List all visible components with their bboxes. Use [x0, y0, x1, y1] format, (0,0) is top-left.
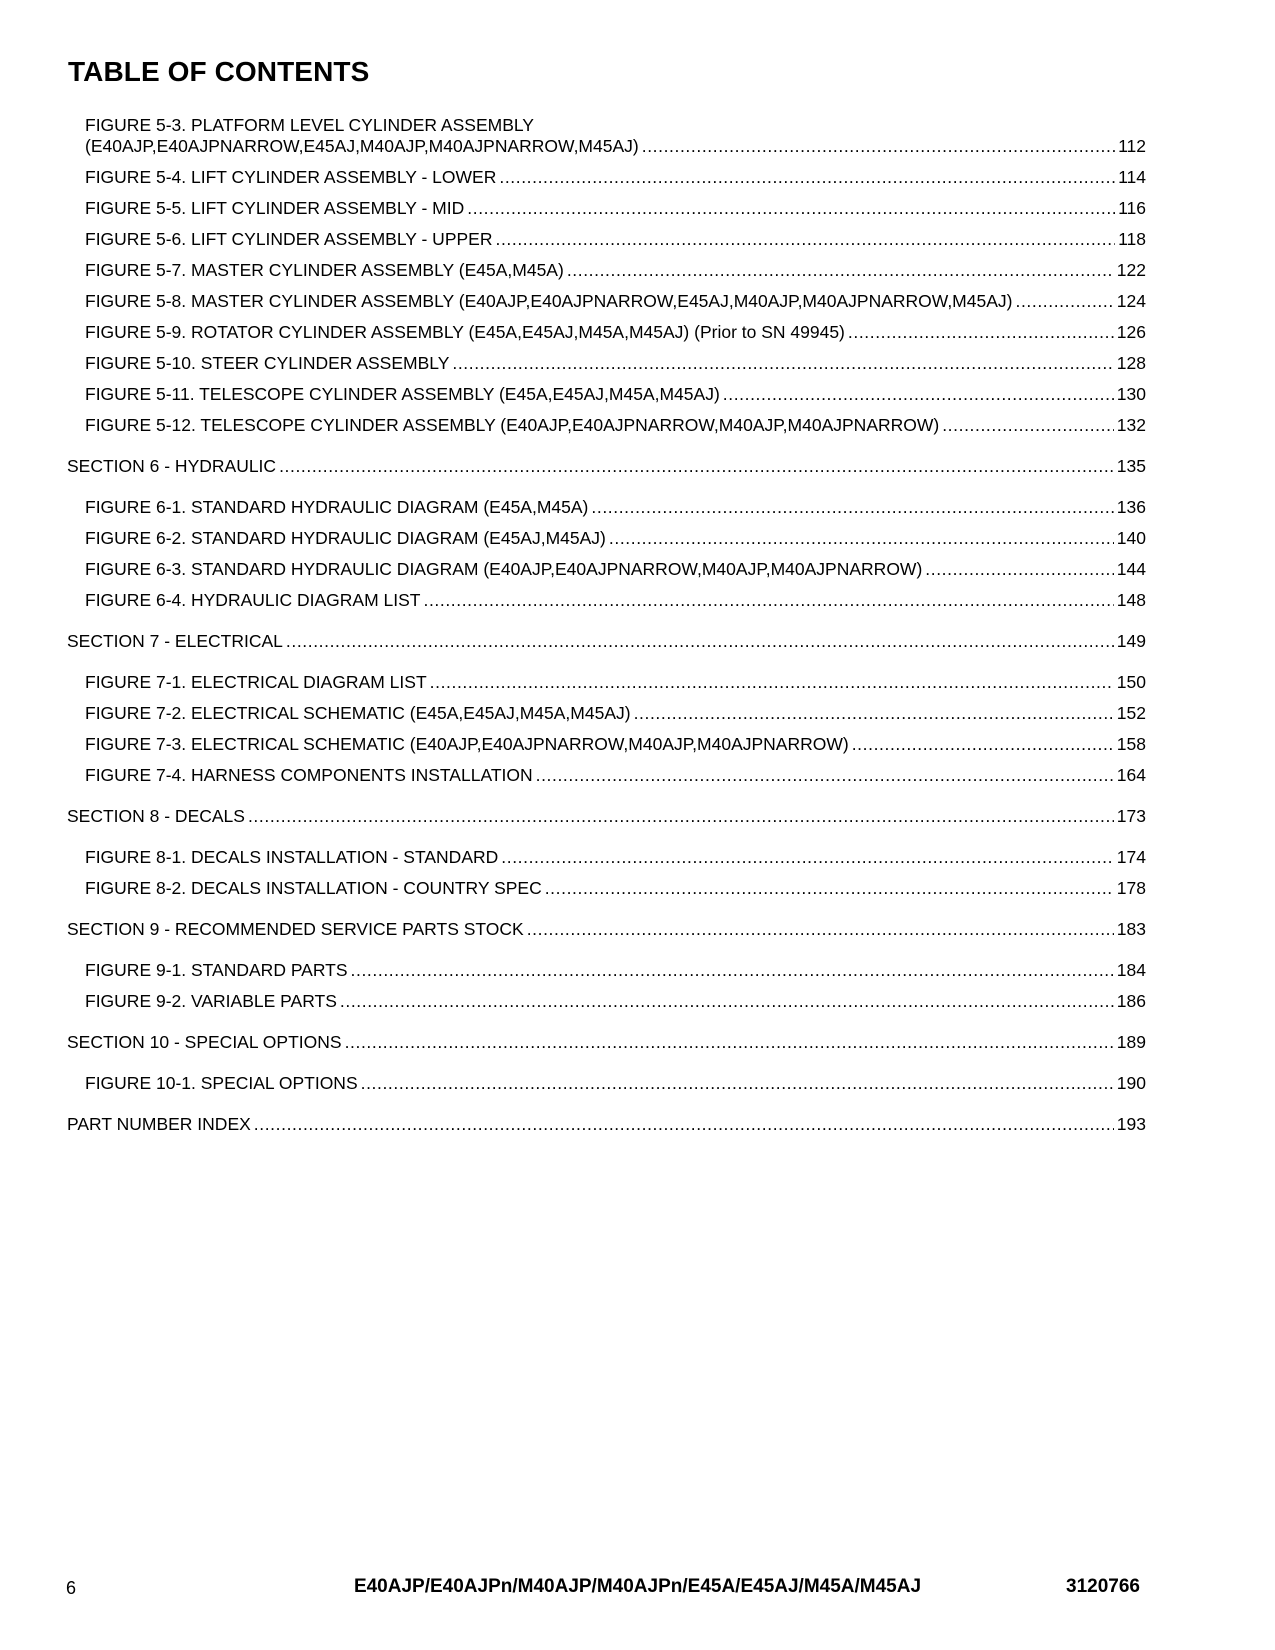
toc-entry-page-number: 118: [1118, 229, 1146, 249]
toc-leader-dots: [501, 847, 1114, 868]
toc-leader-dots: [351, 960, 1114, 981]
toc-entry-label: FIGURE 8-2. DECALS INSTALLATION - COUNTRY SPEC: [85, 878, 542, 898]
toc-entry-label: FIGURE 7-1. ELECTRICAL DIAGRAM LIST: [85, 672, 427, 692]
toc-entry-page-number: 132: [1116, 415, 1146, 435]
toc-section-entry[interactable]: [67, 1114, 1146, 1135]
toc-leader-dots: [723, 384, 1114, 405]
toc-entry-label: FIGURE 8-1. DECALS INSTALLATION - STANDARD: [85, 847, 499, 867]
toc-leader-dots: [340, 991, 1114, 1012]
toc-entry-label: FIGURE 5-6. LIFT CYLINDER ASSEMBLY - UPPER: [85, 229, 493, 249]
toc-leader-dots: [642, 136, 1115, 157]
toc-entry-label: FIGURE 9-1. STANDARD PARTS: [85, 960, 348, 980]
footer-page-number: 6: [66, 1578, 77, 1598]
toc-figure-entry[interactable]: [85, 878, 1146, 899]
toc-leader-dots: [361, 1073, 1114, 1094]
toc-figure-entry[interactable]: [85, 672, 1146, 693]
toc-entry-label: SECTION 6 - HYDRAULIC: [67, 456, 277, 476]
toc-entry-page-number: 150: [1116, 672, 1146, 692]
toc-entry-label: FIGURE 5-9. ROTATOR CYLINDER ASSEMBLY (E45A,E45AJ,M45A,M45AJ) (Prior to SN 49945): [85, 322, 845, 342]
toc-figure-entry[interactable]: [85, 322, 1146, 343]
toc-entry-label: SECTION 8 - DECALS: [67, 806, 245, 826]
toc-leader-dots: [499, 167, 1115, 188]
toc-section-entry[interactable]: [67, 1032, 1146, 1053]
toc-entry-page-number: 144: [1116, 559, 1146, 579]
toc-entry-page-number: 183: [1116, 919, 1146, 939]
toc-leader-dots: [536, 765, 1114, 786]
toc-entry-label: FIGURE 5-7. MASTER CYLINDER ASSEMBLY (E45A,M45A): [85, 260, 564, 280]
toc-entry-title-line: FIGURE 5-3. PLATFORM LEVEL CYLINDER ASSEMBLY: [85, 115, 534, 135]
toc-leader-dots: [423, 590, 1113, 611]
toc-entry-page-number: 190: [1116, 1073, 1146, 1093]
toc-figure-entry[interactable]: [85, 167, 1146, 188]
footer-document-number: 3120766: [1066, 1576, 1140, 1597]
toc-section-entry[interactable]: [67, 456, 1146, 477]
toc-entry-page-number: 173: [1116, 806, 1146, 826]
toc-entry-label: FIGURE 6-2. STANDARD HYDRAULIC DIAGRAM (E45AJ,M45AJ): [85, 528, 606, 548]
toc-entry-page-number: 174: [1116, 847, 1146, 867]
toc-figure-entry[interactable]: [85, 260, 1146, 281]
toc-entry-page-number: 184: [1116, 960, 1146, 980]
toc-leader-dots: [254, 1114, 1114, 1135]
toc-figure-entry[interactable]: [85, 353, 1146, 374]
toc-entry-label: FIGURE 5-11. TELESCOPE CYLINDER ASSEMBLY (E45A,E45AJ,M45A,M45AJ): [85, 384, 720, 404]
toc-leader-dots: [527, 919, 1114, 940]
toc-section-entry[interactable]: [67, 631, 1146, 652]
toc-leader-dots: [248, 806, 1114, 827]
toc-leader-dots: [925, 559, 1114, 580]
toc-figure-entry[interactable]: [85, 384, 1146, 405]
toc-entry-page-number: 148: [1116, 590, 1146, 610]
toc-entry-page-number: 116: [1118, 198, 1146, 218]
toc-leader-dots: [279, 456, 1114, 477]
toc-figure-entry[interactable]: [85, 136, 1146, 157]
toc-entry-page-number: 122: [1116, 260, 1146, 280]
toc-figure-entry[interactable]: [85, 590, 1146, 611]
toc-leader-dots: [848, 322, 1114, 343]
toc-leader-dots: [495, 229, 1115, 250]
toc-entry-page-number: 128: [1116, 353, 1146, 373]
toc-entry-label: FIGURE 7-3. ELECTRICAL SCHEMATIC (E40AJP,E40AJPNARROW,M40AJP,M40AJPNARROW): [85, 734, 849, 754]
toc-entry-label: FIGURE 6-3. STANDARD HYDRAULIC DIAGRAM (E40AJP,E40AJPNARROW,M40AJP,M40AJPNARROW): [85, 559, 923, 579]
toc-section-entry[interactable]: [67, 919, 1146, 940]
toc-entry-page-number: 158: [1116, 734, 1146, 754]
toc-figure-entry[interactable]: [85, 703, 1146, 724]
toc-entry-label: SECTION 7 - ELECTRICAL: [67, 631, 283, 651]
toc-leader-dots: [567, 260, 1114, 281]
toc-figure-entry[interactable]: [85, 960, 1146, 981]
toc-entry-page-number: 149: [1116, 631, 1146, 651]
toc-leader-dots: [286, 631, 1114, 652]
toc-figure-entry[interactable]: [85, 1073, 1146, 1094]
toc-figure-entry[interactable]: [85, 847, 1146, 868]
toc-entry-page-number: 152: [1116, 703, 1146, 723]
toc-entry-label: FIGURE 6-1. STANDARD HYDRAULIC DIAGRAM (E45A,M45A): [85, 497, 589, 517]
toc-entry-label: FIGURE 5-5. LIFT CYLINDER ASSEMBLY - MID: [85, 198, 465, 218]
toc-entry-label: SECTION 10 - SPECIAL OPTIONS: [67, 1032, 342, 1052]
toc-leader-dots: [545, 878, 1114, 899]
toc-entry-label: FIGURE 5-12. TELESCOPE CYLINDER ASSEMBLY (E40AJP,E40AJPNARROW,M40AJP,M40AJPNARROW): [85, 415, 940, 435]
toc-leader-dots: [852, 734, 1114, 755]
toc-entry-page-number: 193: [1116, 1114, 1146, 1134]
toc-entry-label: PART NUMBER INDEX: [67, 1114, 251, 1134]
toc-leader-dots: [467, 198, 1115, 219]
toc-entry-page-number: 112: [1118, 136, 1146, 156]
toc-figure-entry[interactable]: [85, 991, 1146, 1012]
toc-entry-page-number: 164: [1116, 765, 1146, 785]
toc-entry-page-number: 136: [1116, 497, 1146, 517]
toc-entry-page-number: 189: [1116, 1032, 1146, 1052]
toc-entry-page-number: 126: [1116, 322, 1146, 342]
toc-figure-entry[interactable]: [85, 291, 1146, 312]
toc-figure-entry[interactable]: [85, 734, 1146, 755]
toc-figure-entry[interactable]: [85, 229, 1146, 250]
toc-figure-entry[interactable]: [85, 198, 1146, 219]
toc-entry-label: FIGURE 5-4. LIFT CYLINDER ASSEMBLY - LOWER: [85, 167, 497, 187]
toc-section-entry[interactable]: [67, 806, 1146, 827]
toc-leader-dots: [942, 415, 1114, 436]
toc-figure-entry[interactable]: [85, 497, 1146, 518]
toc-figure-entry[interactable]: [85, 765, 1146, 786]
toc-leader-dots: [591, 497, 1113, 518]
toc-figure-entry[interactable]: [85, 528, 1146, 549]
toc-leader-dots: [452, 353, 1113, 374]
toc-entry-page-number: 135: [1116, 456, 1146, 476]
toc-entry-label: FIGURE 5-8. MASTER CYLINDER ASSEMBLY (E40AJP,E40AJPNARROW,E45AJ,M40AJP,M40AJPNARROW,M45AJ): [85, 291, 1013, 311]
toc-entry-label: FIGURE 7-2. ELECTRICAL SCHEMATIC (E45A,E45AJ,M45A,M45AJ): [85, 703, 631, 723]
toc-entry-label: FIGURE 5-10. STEER CYLINDER ASSEMBLY: [85, 353, 450, 373]
toc-figure-entry[interactable]: [85, 559, 1146, 580]
toc-leader-dots: [430, 672, 1114, 693]
toc-figure-entry[interactable]: [85, 415, 1146, 436]
toc-entry-page-number: 114: [1118, 167, 1146, 187]
toc-entry-label: (E40AJP,E40AJPNARROW,E45AJ,M40AJP,M40AJPNARROW,M45AJ): [85, 136, 639, 156]
toc-entry-label: FIGURE 10-1. SPECIAL OPTIONS: [85, 1073, 358, 1093]
toc-leader-dots: [345, 1032, 1114, 1053]
toc-leader-dots: [1015, 291, 1113, 312]
toc-entry-page-number: 178: [1116, 878, 1146, 898]
page-title: TABLE OF CONTENTS: [68, 56, 370, 87]
toc-entry-page-number: 124: [1116, 291, 1146, 311]
toc-entry-page-number: 186: [1116, 991, 1146, 1011]
footer-models: E40AJP/E40AJPn/M40AJP/M40AJPn/E45A/E45AJ/M45A/M45AJ: [353, 1576, 922, 1597]
toc-entry-label: FIGURE 9-2. VARIABLE PARTS: [85, 991, 337, 1011]
toc-entry-page-number: 140: [1116, 528, 1146, 548]
toc-entry-label: FIGURE 7-4. HARNESS COMPONENTS INSTALLATION: [85, 765, 533, 785]
toc-entry-label: SECTION 9 - RECOMMENDED SERVICE PARTS STOCK: [67, 919, 524, 939]
toc-entry-label: FIGURE 6-4. HYDRAULIC DIAGRAM LIST: [85, 590, 421, 610]
toc-leader-dots: [634, 703, 1114, 724]
toc-leader-dots: [609, 528, 1114, 549]
toc-entry-page-number: 130: [1116, 384, 1146, 404]
